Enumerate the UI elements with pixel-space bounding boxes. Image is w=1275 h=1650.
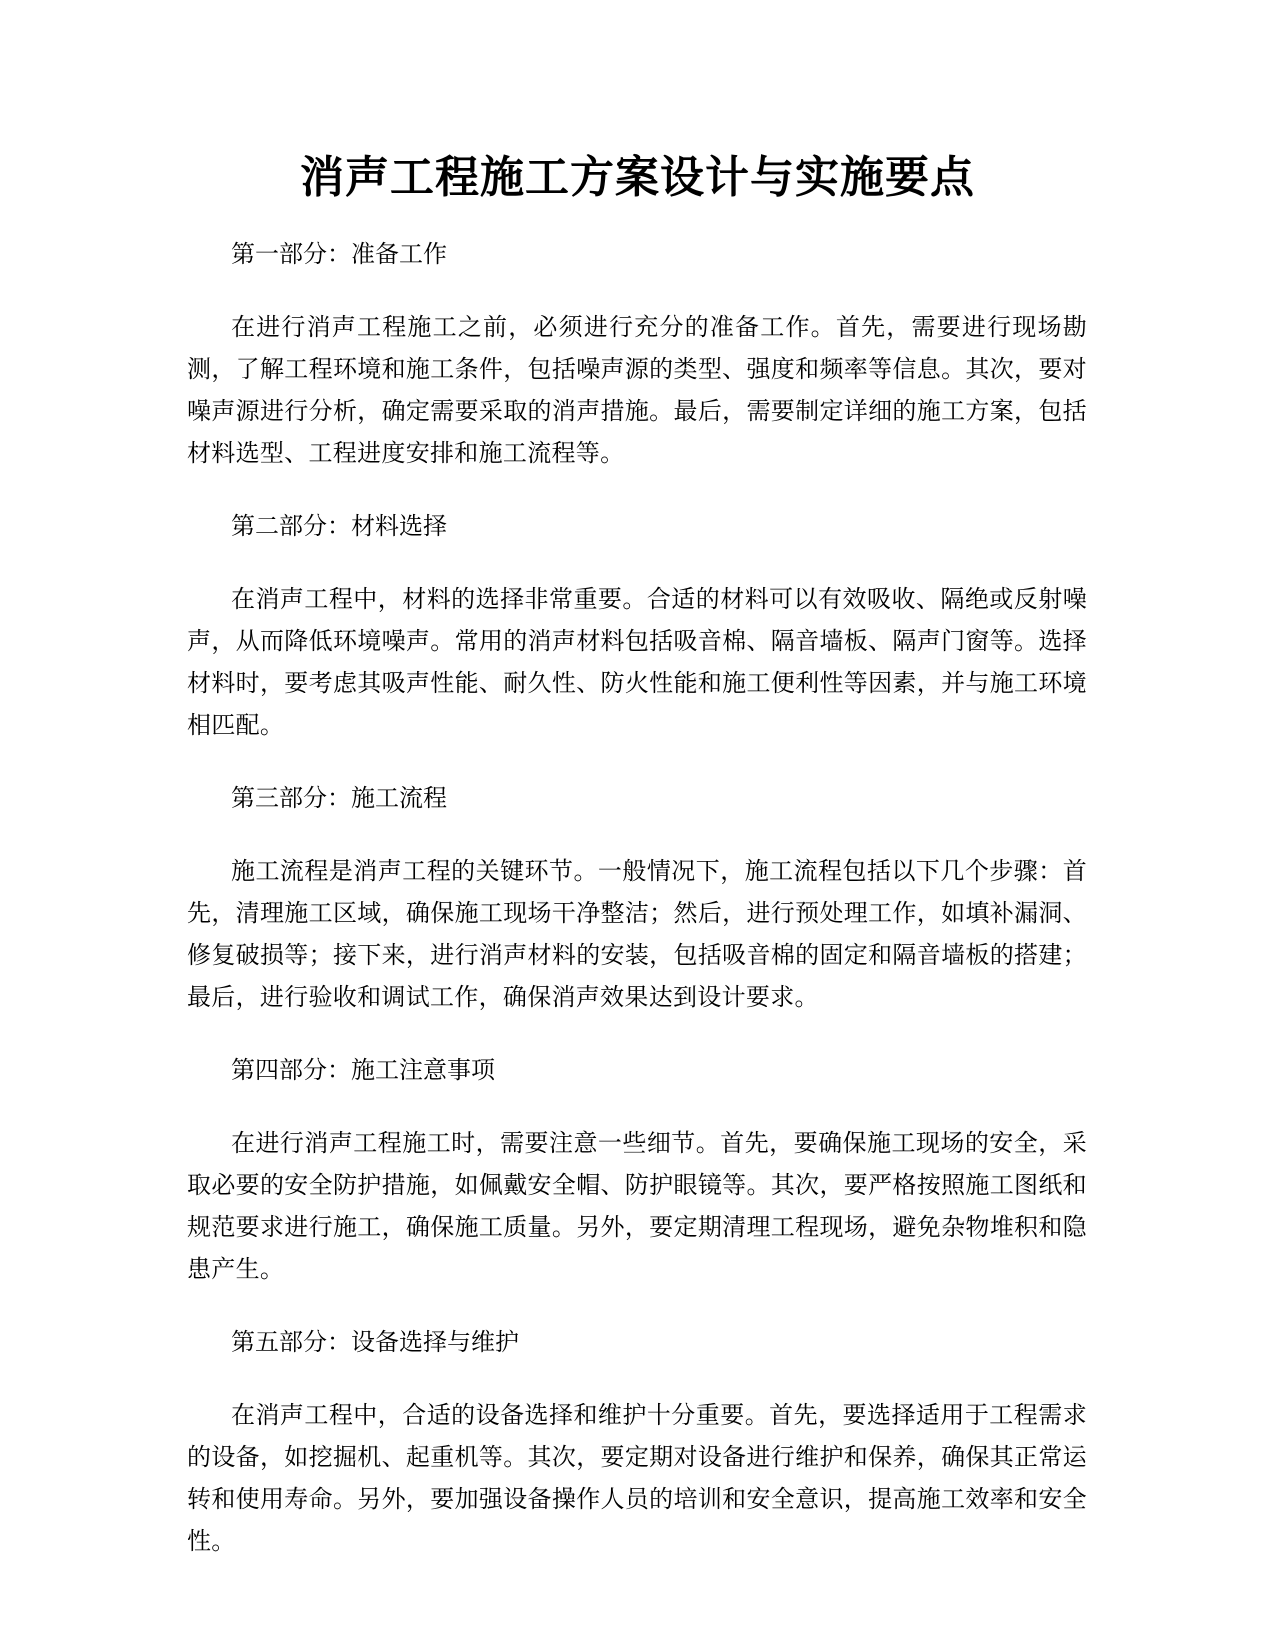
document-title: 消声工程施工方案设计与实施要点 [300,152,975,203]
section-preparation [187,238,1087,474]
section-construction-process [187,782,1087,1018]
section-heading: 第一部分：准备工作 [231,240,447,268]
section-precautions [187,1054,1087,1290]
section-heading: 第四部分：施工注意事项 [231,1056,495,1084]
section-body: 施工流程是消声工程的关键环节。一般情况下，施工流程包括以下几个步骤：首先，清理施工区域，确保施工现场干净整洁；然后，进行预处理工作，如填补漏洞、修复破损等；接下来，进行消声材料的安装，包括吸音棉的固定和隔音墙板的搭建；最后，进行验收和调试工作，确保消声效果达到设计要求。 [187,857,1087,1011]
document-content [187,238,1087,1598]
section-body: 在消声工程中，合适的设备选择和维护十分重要。首先，要选择适用于工程需求的设备，如挖掘机、起重机等。其次，要定期对设备进行维护和保养，确保其正常运转和使用寿命。另外，要加强设备操作人员的培训和安全意识，提高施工效率和安全性。 [187,1401,1087,1555]
section-equipment [187,1326,1087,1562]
section-heading: 第二部分：材料选择 [231,512,447,540]
section-heading: 第三部分：施工流程 [231,784,447,812]
section-body: 在消声工程中，材料的选择非常重要。合适的材料可以有效吸收、隔绝或反射噪声，从而降低环境噪声。常用的消声材料包括吸音棉、隔音墙板、隔声门窗等。选择材料时，要考虑其吸声性能、耐久性、防火性能和施工便利性等因素，并与施工环境相匹配。 [187,585,1087,739]
section-body: 在进行消声工程施工之前，必须进行充分的准备工作。首先，需要进行现场勘测，了解工程环境和施工条件，包括噪声源的类型、强度和频率等信息。其次，要对噪声源进行分析，确定需要采取的消声措施。最后，需要制定详细的施工方案，包括材料选型、工程进度安排和施工流程等。 [187,313,1087,467]
section-material-selection [187,510,1087,746]
section-heading: 第五部分：设备选择与维护 [231,1328,519,1356]
section-body: 在进行消声工程施工时，需要注意一些细节。首先，要确保施工现场的安全，采取必要的安全防护措施，如佩戴安全帽、防护眼镜等。其次，要严格按照施工图纸和规范要求进行施工，确保施工质量。另外，要定期清理工程现场，避免杂物堆积和隐患产生。 [187,1129,1087,1283]
